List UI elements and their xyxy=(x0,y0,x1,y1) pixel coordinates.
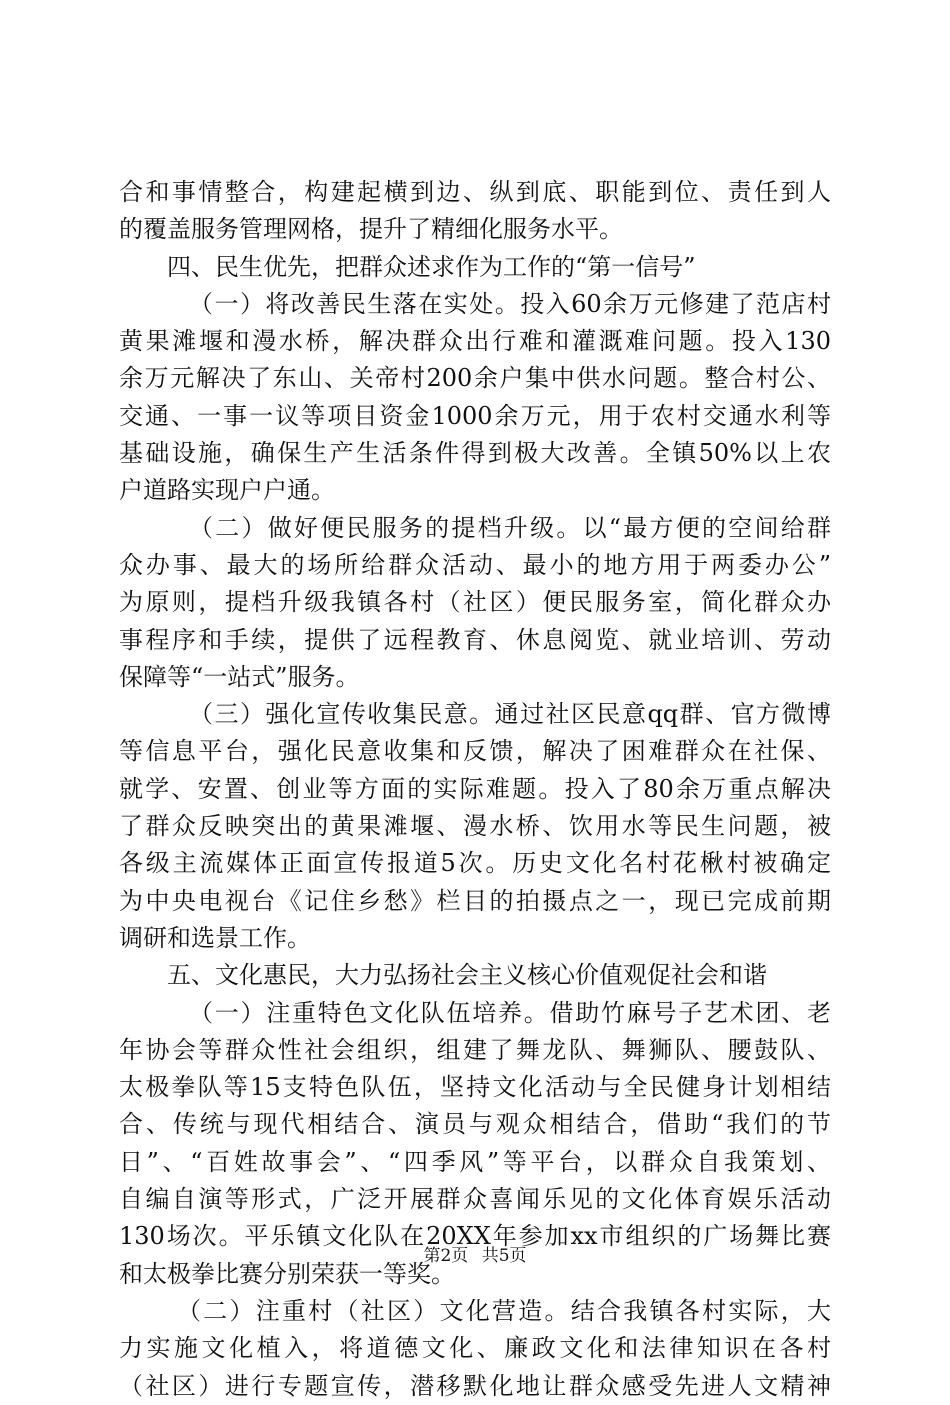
paragraph-start: （一）注重特色文化队伍培养。借助竹麻号子艺术团、老 xyxy=(189,998,831,1027)
text-line: 就学、安置、创业等方面的实际难题。投入了80余万重点解决 xyxy=(119,774,831,803)
text-line: 了群众反映突出的黄果滩堰、漫水桥、饮用水等民生问题，被 xyxy=(119,812,831,841)
document-body xyxy=(119,174,831,1405)
text-line: （社区）进行专题宣传，潜移默化地让群众感受先进人文精神 xyxy=(119,1371,831,1400)
text-line: 和太极拳比赛分别荣获一等奖。 xyxy=(119,1259,455,1288)
text-line: 等信息平台，强化民意收集和反馈，解决了困难群众在社保、 xyxy=(119,737,831,766)
paragraph-start: （三）强化宣传收集民意。通过社区民意qq群、官方微博 xyxy=(189,700,831,729)
text-line: 合和事情整合，构建起横到边、纵到底、职能到位、责任到人 xyxy=(119,178,831,206)
paragraph-start: （二）做好便民服务的提档升级。以“最方便的空间给群 xyxy=(189,513,831,542)
text-line: 基础设施，确保生产生活条件得到极大改善。全镇50%以上农 xyxy=(119,439,831,468)
text-line: 自编自演等形式，广泛开展群众喜闻乐见的文化体育娱乐活动 xyxy=(119,1185,831,1214)
text-line: 130场次。平乐镇文化队在20XX年参加xx市组织的广场舞比赛 xyxy=(119,1222,831,1251)
text-line: 日”、“百姓故事会”、“四季风”等平台，以群众自我策划、 xyxy=(119,1147,831,1176)
paragraph-start: （二）注重村（社区）文化营造。结合我镇各村实际，大 xyxy=(177,1296,831,1325)
text-line: 黄果滩堰和漫水桥，解决群众出行难和灌溉难问题。投入130 xyxy=(119,327,831,356)
page-number: 第2页 xyxy=(423,1246,469,1266)
text-line: 调研和选景工作。 xyxy=(119,923,311,952)
page-total: 共5页 xyxy=(481,1246,527,1266)
text-line: 事程序和手续，提供了远程教育、休息阅览、就业培训、劳动 xyxy=(119,625,831,654)
text-line: 太极拳队等15支特色队伍，坚持文化活动与全民健身计划相结 xyxy=(119,1073,831,1102)
text-line: 合、传统与现代相结合、演员与观众相结合，借助“我们的节 xyxy=(119,1110,831,1139)
text-line: 保障等“一站式”服务。 xyxy=(119,662,360,691)
page-footer xyxy=(0,1244,950,1268)
text-line: 为中央电视台《记住乡愁》栏目的拍摄点之一，现已完成前期 xyxy=(119,886,831,915)
text-line: 年协会等群众性社会组织，组建了舞龙队、舞狮队、腰鼓队、 xyxy=(119,1035,831,1064)
paragraph-start: （一）将改善民生落在实处。投入60余万元修建了范店村 xyxy=(189,289,831,318)
text-line: 的覆盖服务管理网格，提升了精细化服务水平。 xyxy=(119,215,623,244)
text-line: 众办事、最大的场所给群众活动、最小的地方用于两委办公” xyxy=(119,550,831,579)
text-line: 各级主流媒体正面宣传报道5次。历史文化名村花楸村被确定 xyxy=(119,849,831,878)
section-heading: 四、民生优先，把群众述求作为工作的“第一信号” xyxy=(167,252,696,281)
text-line: 交通、一事一议等项目资金1000余万元，用于农村交通水利等 xyxy=(119,401,831,430)
text-line: 力实施文化植入，将道德文化、廉政文化和法律知识在各村 xyxy=(119,1334,831,1363)
text-line: 余万元解决了东山、关帝村200余户集中供水问题。整合村公、 xyxy=(119,364,831,393)
section-heading: 五、文化惠民，大力弘扬社会主义核心价值观促社会和谐 xyxy=(167,961,767,990)
text-line: 户道路实现户户通。 xyxy=(119,476,335,505)
text-line: 为原则，提档升级我镇各村（社区）便民服务室，简化群众办 xyxy=(119,588,831,617)
